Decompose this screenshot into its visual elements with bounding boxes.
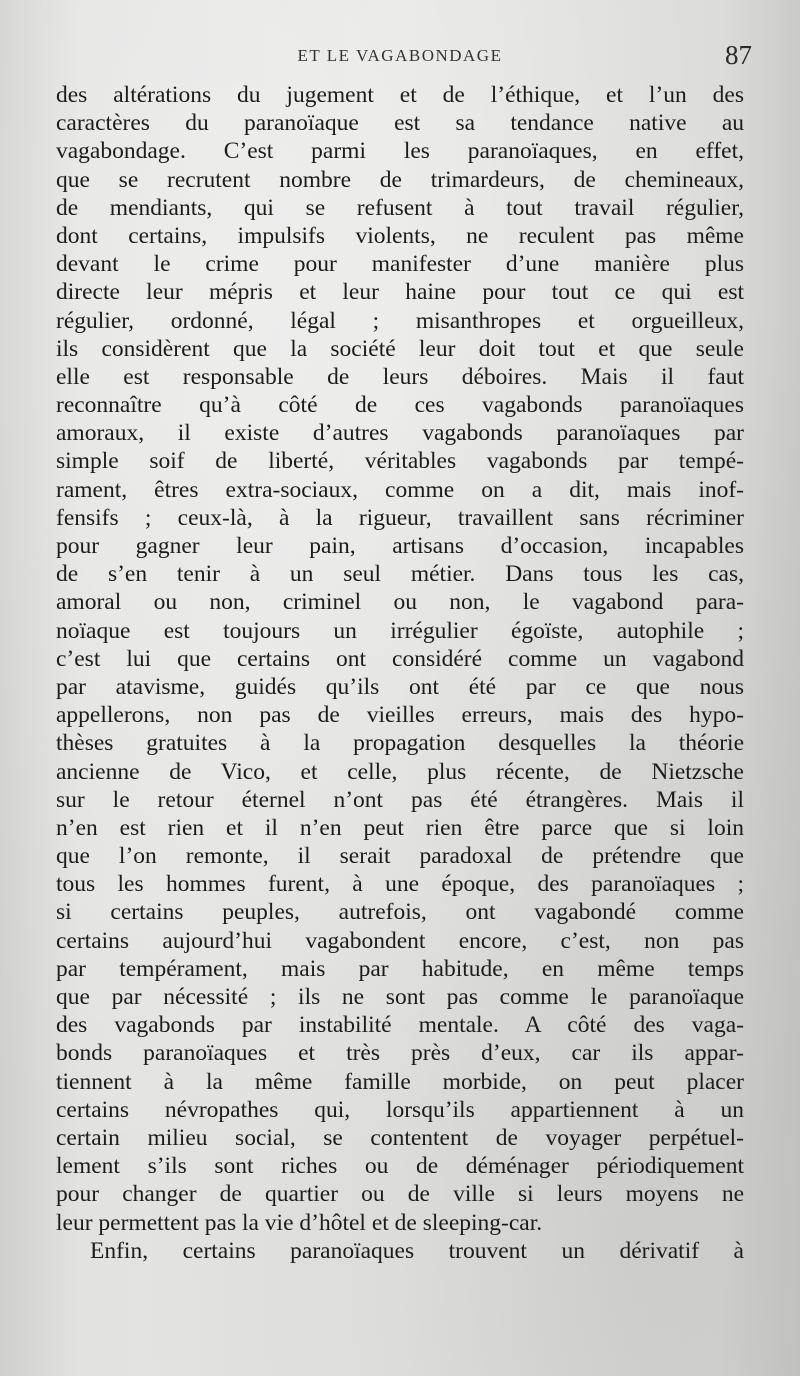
text-line: par tempérament, mais par habitude, en même temps — [56, 955, 744, 982]
text-line: certain milieu social, se contentent de voyager perpétuel- — [56, 1124, 744, 1151]
text-line: que l’on remonte, il serait paradoxal de prétendre que — [56, 843, 744, 870]
text-line: si certains peuples, autrefois, ont vagabondé comme — [56, 899, 744, 926]
text-line: régulier, ordonné, légal ; misanthropes et orgueilleux, — [56, 307, 744, 334]
text-line-paragraph-end: leur permettent pas la vie d’hôtel et de sleeping-car. — [56, 1209, 543, 1236]
text-line: de s’en tenir à un seul métier. Dans tous les cas, — [56, 561, 744, 588]
text-line: que par nécessité ; ils ne sont pas comme le paranoïaque — [56, 984, 744, 1010]
text-line: sur le retour éternel n’ont pas été étrangères. Mais il — [56, 786, 744, 813]
text-line: pour gagner leur pain, artisans d’occasion, incapables — [56, 533, 744, 559]
text-line: amoral ou non, criminel ou non, le vagabond para- — [56, 589, 744, 616]
text-line: que se recrutent nombre de trimardeurs, de chemineaux, — [56, 166, 744, 193]
text-line: fensifs ; ceux-là, à la rigueur, travaillent sans récriminer — [56, 504, 744, 531]
text-line: elle est responsable de leurs déboires. Mais il faut — [56, 363, 744, 390]
text-line: tous les hommes furent, à une époque, des paranoïaques ; — [56, 871, 744, 898]
text-line: rament, êtres extra-sociaux, comme on a dit, mais inof- — [56, 476, 744, 503]
text-line: devant le crime pour manifester d’une manière plus — [56, 251, 744, 278]
text-line: appellerons, non pas de vieilles erreurs, mais des hypo- — [56, 702, 744, 729]
text-line: par atavisme, guidés qu’ils ont été par ce que nous — [56, 673, 744, 700]
text-line: lement s’ils sont riches ou de déménager périodiquement — [56, 1153, 744, 1180]
text-line: ils considèrent que la société leur doit tout et que seule — [56, 335, 744, 362]
running-head — [0, 40, 800, 76]
text-line: bonds paranoïaques et très près d’eux, car ils appar- — [56, 1040, 744, 1067]
text-line: amoraux, il existe d’autres vagabonds paranoïaques par — [56, 420, 744, 447]
text-line: thèses gratuites à la propagation desquelles la théorie — [56, 730, 744, 757]
text-line: vagabondage. C’est parmi les paranoïaques, en effet, — [56, 138, 744, 165]
text-line: certains aujourd’hui vagabondent encore, c’est, non pas — [56, 927, 744, 954]
text-line: noïaque est toujours un irrégulier égoïste, autophile ; — [56, 617, 744, 644]
text-line: reconnaître qu’à côté de ces vagabonds paranoïaques — [56, 392, 744, 419]
text-line: tiennent à la même famille morbide, on peut placer — [56, 1068, 744, 1095]
text-line: des vagabonds par instabilité mentale. A côté des vaga- — [56, 1012, 744, 1039]
running-title: ET LE VAGABONDAGE — [297, 46, 503, 65]
text-line: directe leur mépris et leur haine pour tout ce qui est — [56, 279, 744, 306]
body-text — [56, 81, 744, 1265]
text-line: c’est lui que certains ont considéré comme un vagabond — [56, 645, 744, 672]
text-line: de mendiants, qui se refusent à tout travail régulier, — [56, 194, 744, 221]
text-line: simple soif de liberté, véritables vagabonds par tempé- — [56, 448, 744, 475]
text-line: dont certains, impulsifs violents, ne reculent pas même — [56, 222, 744, 249]
text-line: des altérations du jugement et de l’éthique, et l’un des — [56, 82, 744, 108]
text-line: pour changer de quartier ou de ville si leurs moyens ne — [56, 1181, 744, 1208]
text-line: caractères du paranoïaque est sa tendance native au — [56, 110, 744, 137]
page-number: 87 — [725, 40, 752, 70]
text-line-paragraph-start: Enfin, certains paranoïaques trouvent un dérivatif à — [90, 1237, 744, 1264]
text-line: certains névropathes qui, lorsqu’ils appartiennent à un — [56, 1096, 744, 1123]
text-line: n’en est rien et il n’en peut rien être parce que si loin — [56, 814, 744, 841]
text-line: ancienne de Vico, et celle, plus récente, de Nietzsche — [56, 758, 744, 785]
